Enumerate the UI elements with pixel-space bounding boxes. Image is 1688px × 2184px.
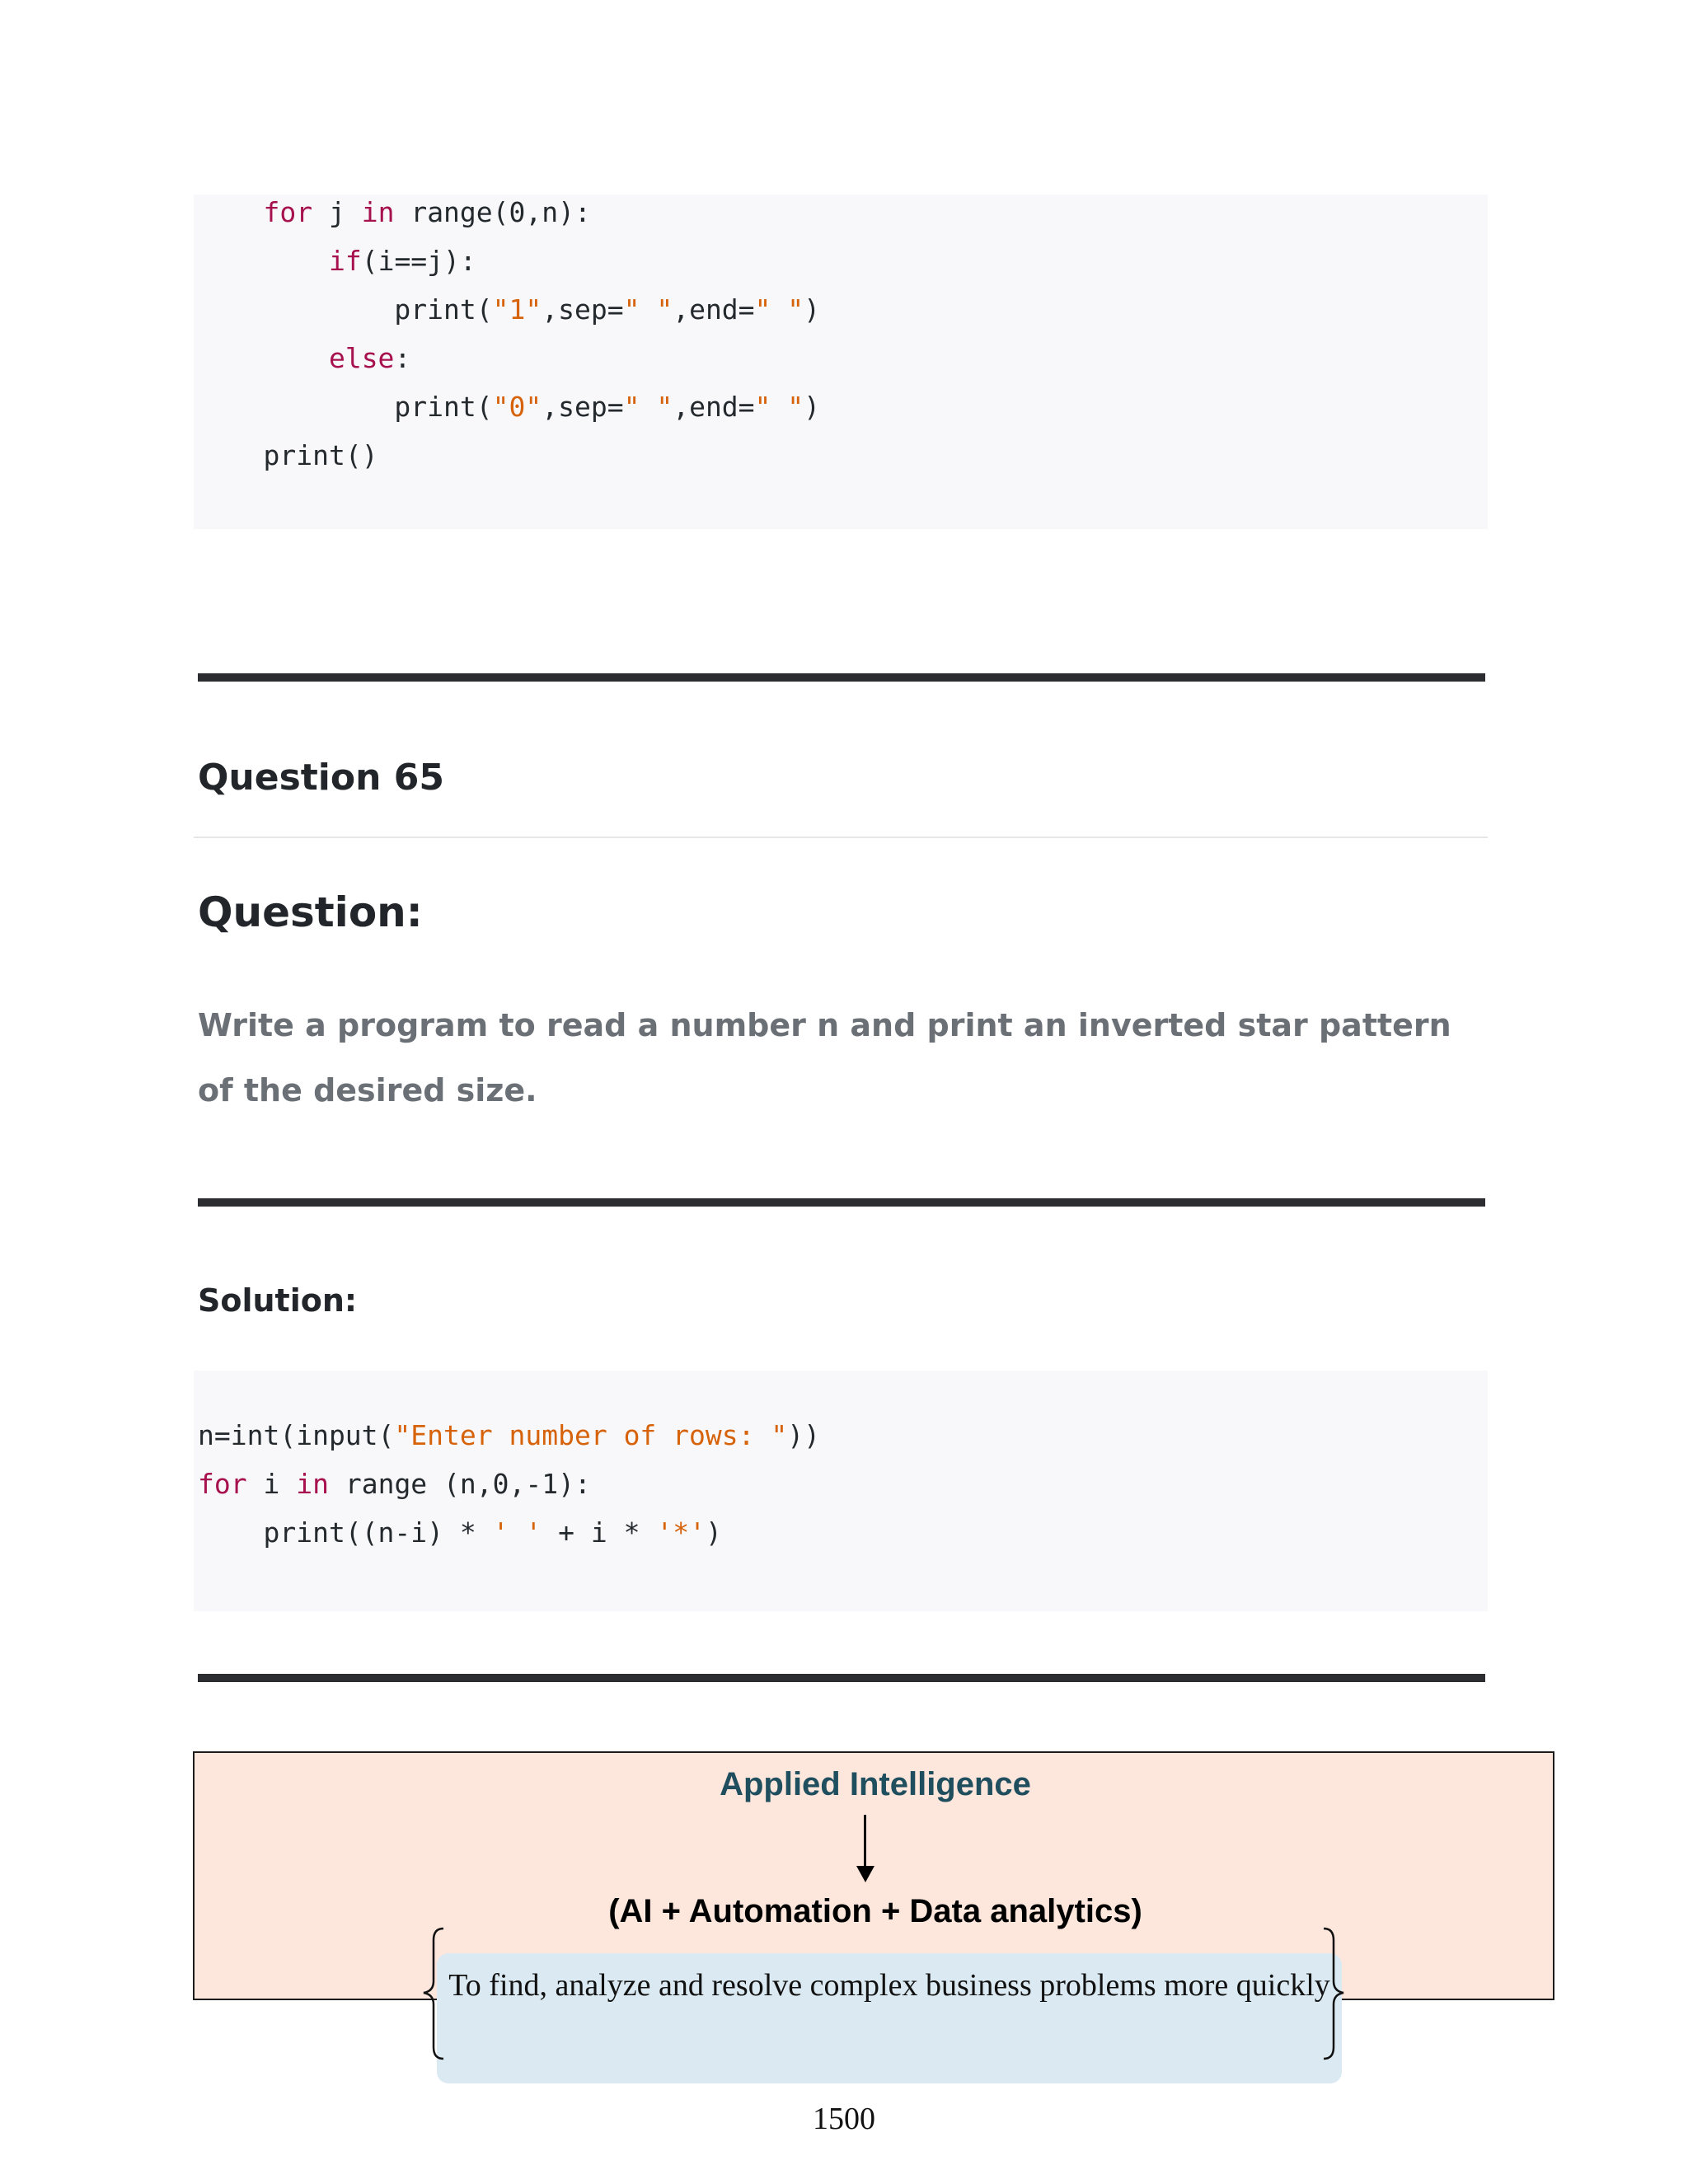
section-divider xyxy=(198,673,1485,682)
code-text: : xyxy=(394,342,411,374)
banner-title: Applied Intelligence xyxy=(720,1766,1031,1802)
arrow-head-icon xyxy=(856,1866,874,1882)
code-text: (i==j): xyxy=(361,245,476,277)
code-text: ,end= xyxy=(673,293,755,326)
code-text: range(0,n): xyxy=(394,196,591,228)
code-line xyxy=(198,1419,820,1452)
code-line xyxy=(198,391,820,424)
code-string: " " xyxy=(623,293,673,326)
question-text: Write a program to read a number n and print an inverted star pattern of the desired size. xyxy=(198,1007,1451,1108)
code-text: ) xyxy=(804,391,821,423)
section-divider xyxy=(198,1198,1485,1207)
code-text: print( xyxy=(394,391,493,423)
code-line xyxy=(198,1516,722,1549)
code-string: " " xyxy=(754,391,804,423)
code-text: j xyxy=(312,196,362,228)
down-arrow-icon xyxy=(864,1815,866,1868)
solution-label: Solution: xyxy=(198,1282,358,1319)
code-text: ,sep= xyxy=(542,391,624,423)
code-keyword: in xyxy=(296,1468,329,1500)
code-keyword: if xyxy=(328,245,362,277)
code-line xyxy=(198,1468,591,1501)
code-text: ,end= xyxy=(673,391,755,423)
code-keyword: else xyxy=(328,342,395,374)
page-number: 1500 xyxy=(813,2102,875,2136)
description-text: To find, analyze and resolve complex business problems more quickly xyxy=(448,1968,1330,2003)
code-string: '*' xyxy=(656,1516,706,1549)
code-text: print( xyxy=(394,293,493,326)
code-text: + i * xyxy=(542,1516,657,1549)
section-divider xyxy=(198,1674,1485,1682)
banner-subtitle: (AI + Automation + Data analytics) xyxy=(608,1893,1142,1929)
code-text: i xyxy=(246,1468,297,1500)
code-text: print((n-i) * xyxy=(263,1516,493,1549)
question-label: Question: xyxy=(198,888,423,936)
heading-underline xyxy=(194,837,1488,838)
code-keyword: in xyxy=(361,196,395,228)
code-text: print() xyxy=(263,439,378,471)
code-text: ) xyxy=(804,293,821,326)
code-text: n=int(input( xyxy=(198,1419,395,1451)
code-line xyxy=(198,245,476,278)
code-keyword: for xyxy=(263,196,313,228)
code-string: ' ' xyxy=(492,1516,542,1549)
code-line xyxy=(198,342,410,375)
code-text: ) xyxy=(705,1516,722,1549)
code-line xyxy=(198,293,820,326)
code-text: ,sep= xyxy=(542,293,624,326)
code-string: "0" xyxy=(492,391,542,423)
code-text: )) xyxy=(787,1419,820,1451)
code-string: "Enter number of rows: " xyxy=(394,1419,788,1451)
code-line xyxy=(198,439,378,472)
code-line xyxy=(198,196,591,229)
code-string: " " xyxy=(623,391,673,423)
code-string: "1" xyxy=(492,293,542,326)
code-string: " " xyxy=(754,293,804,326)
code-text: range (n,0,-1): xyxy=(328,1468,591,1500)
code-keyword: for xyxy=(198,1468,247,1500)
question-number-heading: Question 65 xyxy=(198,757,444,799)
